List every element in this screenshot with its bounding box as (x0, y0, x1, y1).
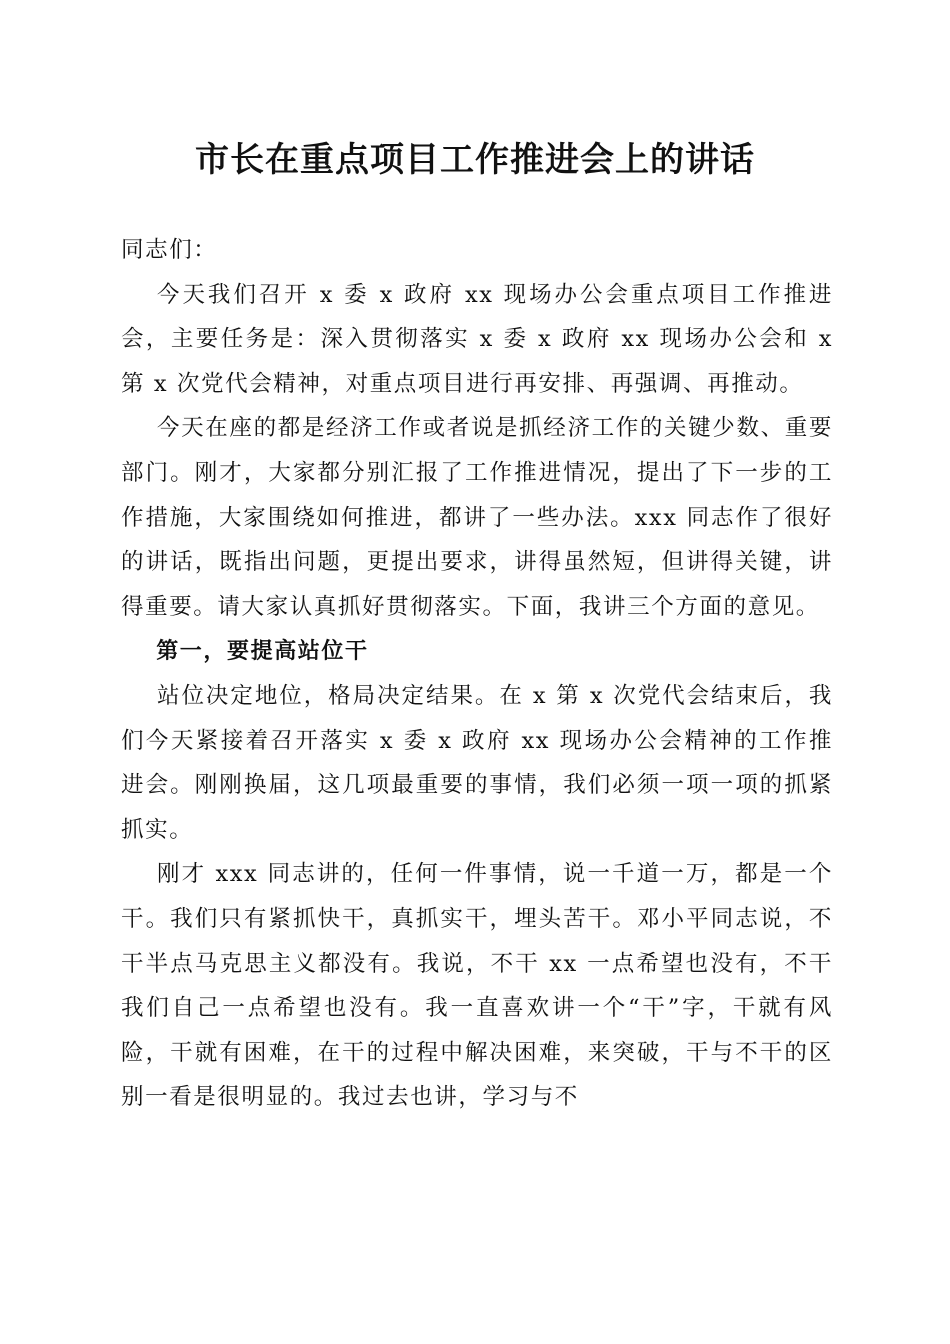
section-paragraph-1: 站位决定地位，格局决定结果。在 x 第 x 次党代会结束后，我们今天紧接着召开落实 x 委 x 政府 xx 现场办公会精神的工作推进会。刚刚换届，这几项最重要的事情，我们必须一项一项的抓紧抓实。 (121, 682, 833, 843)
salutation: 同志们： (121, 237, 218, 263)
section-paragraph-2: 刚才 xxx 同志讲的，任何一件事情，说一千道一万，都是一个干。我们只有紧抓快干，真抓实干，埋头苦干。邓小平同志说，不干半点马克思主义都没有。我说，不干 xx 一点希望也没有，不干我们自己一点希望也没有。我一直喜欢讲一个“干”字，干就有风险，干就有困难，在干的过程中解决困难，来突破，干与不干的区别一看是很明显的。我过去也讲，学习与不 (121, 861, 833, 1111)
section-heading: 第一，要提高站位干 (156, 638, 369, 665)
document-body (121, 228, 833, 1120)
document-title: 市长在重点项目工作推进会上的讲话 (195, 140, 755, 180)
paragraph-2: 今天在座的都是经济工作或者说是抓经济工作的关键少数、重要部门。刚才，大家都分别汇报了工作推进情况，提出了下一步的工作措施，大家围绕如何推进，都讲了一些办法。xxx 同志作了很好的讲话，既指出问题，更提出要求，讲得虽然短，但讲得关键，讲得重要。请大家认真抓好贯彻落实。下面，我讲三个方面的意见。 (121, 415, 833, 620)
paragraph-1: 今天我们召开 x 委 x 政府 xx 现场办公会重点项目工作推进会，主要任务是：深入贯彻落实 x 委 x 政府 xx 现场办公会和 x 第 x 次党代会精神，对重点项目进行再安排、再强调、再推动。 (121, 281, 833, 397)
